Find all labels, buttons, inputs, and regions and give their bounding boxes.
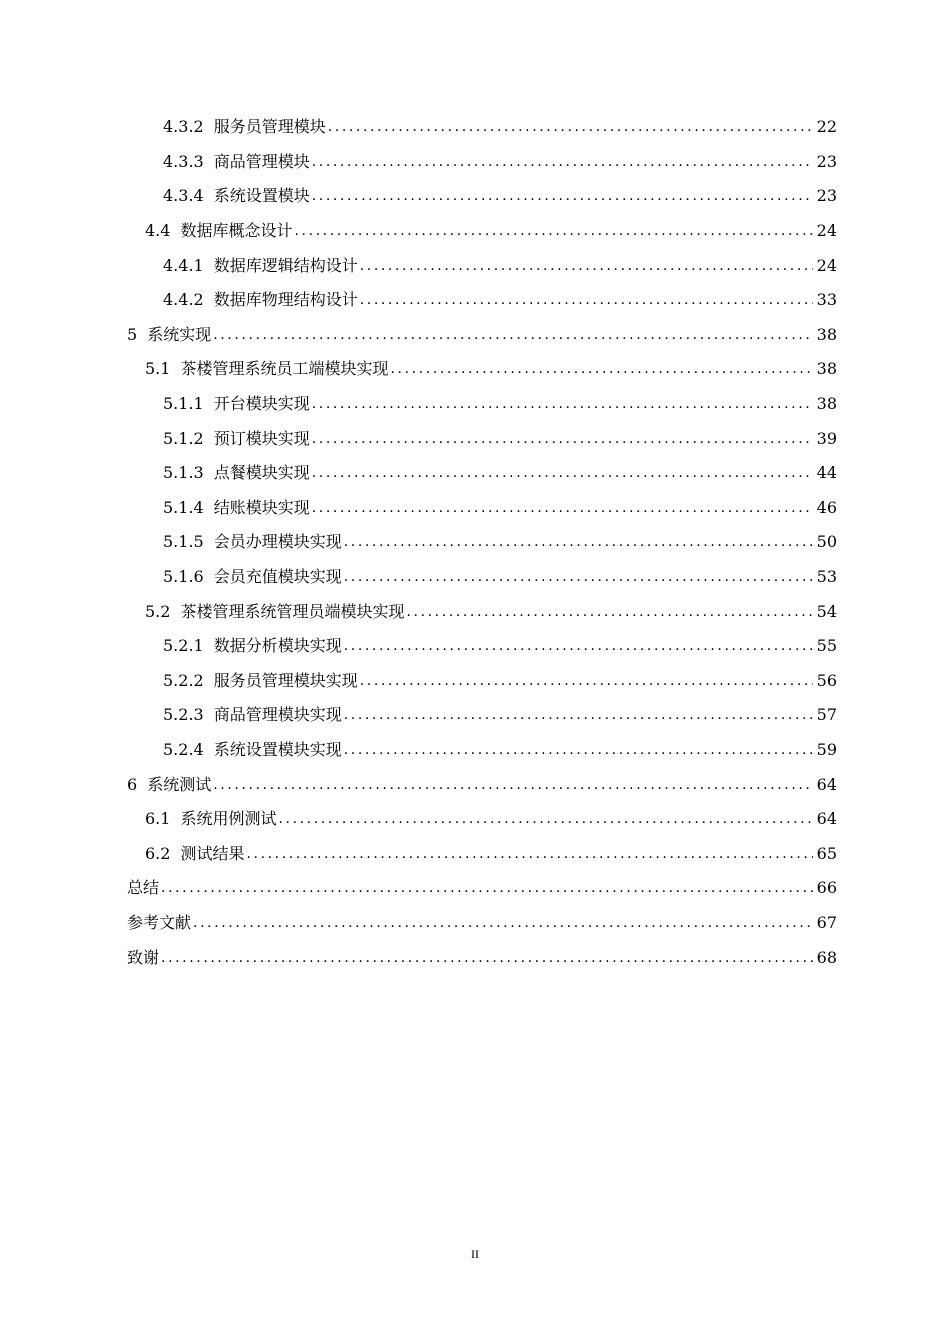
page-number: II bbox=[471, 1247, 479, 1261]
toc-entry-page: 68 bbox=[816, 947, 837, 967]
toc-entry-label: 数据库概念设计 bbox=[180, 221, 293, 241]
toc-leader-dots bbox=[312, 463, 813, 483]
toc-entry-label: 系统设置模块实现 bbox=[213, 739, 342, 759]
toc-entry-page: 55 bbox=[816, 636, 837, 656]
toc-entry-label: 系统用例测试 bbox=[180, 809, 277, 829]
toc-entry-title bbox=[145, 844, 244, 864]
toc-entry-number: 4.4.2 bbox=[163, 290, 204, 310]
toc-entry[interactable] bbox=[0, 767, 950, 802]
toc-entry[interactable] bbox=[0, 214, 950, 249]
toc-entry-title bbox=[163, 567, 342, 587]
toc-entry[interactable] bbox=[0, 318, 950, 353]
toc-entry-label: 茶楼管理系统管理员端模块实现 bbox=[180, 601, 405, 621]
toc-entry[interactable] bbox=[0, 283, 950, 318]
toc-entry-page: 44 bbox=[816, 463, 837, 483]
toc-entry-number: 5.1.4 bbox=[163, 497, 204, 517]
toc-leader-dots bbox=[213, 775, 813, 795]
toc-entry-page: 53 bbox=[816, 567, 837, 587]
toc-entry-label: 致谢 bbox=[127, 947, 160, 967]
toc-entry-title bbox=[163, 186, 310, 206]
toc-entry[interactable] bbox=[0, 421, 950, 456]
toc-entry-number: 5.1.3 bbox=[163, 463, 204, 483]
toc-entry-page: 57 bbox=[816, 705, 837, 725]
toc-entry[interactable] bbox=[0, 179, 950, 214]
toc-entry-number: 5.1.2 bbox=[163, 428, 204, 448]
toc-entry-number: 6 bbox=[127, 774, 138, 794]
toc-entry-title bbox=[163, 705, 342, 725]
toc-entry-title bbox=[163, 532, 342, 552]
toc-entry-number: 6.2 bbox=[145, 843, 171, 863]
toc-entry-page: 64 bbox=[816, 774, 837, 794]
toc-entry-number: 5 bbox=[127, 324, 138, 344]
toc-leader-dots bbox=[312, 429, 813, 449]
toc-entry-label: 数据库逻辑结构设计 bbox=[213, 255, 358, 275]
toc-leader-dots bbox=[161, 948, 813, 968]
toc-leader-dots bbox=[344, 636, 813, 656]
toc-entry[interactable] bbox=[0, 248, 950, 283]
toc-entry-page: 50 bbox=[816, 532, 837, 552]
toc-entry-page: 22 bbox=[816, 117, 837, 137]
toc-entry-page: 24 bbox=[816, 221, 837, 241]
toc-entry-title bbox=[145, 221, 292, 241]
toc-entry-label: 服务员管理模块实现 bbox=[213, 670, 358, 690]
toc-entry[interactable] bbox=[0, 698, 950, 733]
toc-entry-title bbox=[163, 498, 310, 518]
toc-entry[interactable] bbox=[0, 940, 950, 975]
toc-entry-page: 66 bbox=[816, 878, 837, 898]
toc-entry-title bbox=[145, 359, 388, 379]
toc-entry-title bbox=[163, 671, 358, 691]
toc-entry-title bbox=[127, 325, 211, 345]
toc-entry-number: 5.2.3 bbox=[163, 705, 204, 725]
toc-entry-title bbox=[163, 463, 310, 483]
toc-entry-page: 38 bbox=[816, 394, 837, 414]
toc-entry[interactable] bbox=[0, 836, 950, 871]
toc-entry-number: 5.1 bbox=[145, 359, 171, 379]
toc-entry-title bbox=[127, 878, 159, 898]
toc-entry-number: 5.2 bbox=[145, 601, 171, 621]
toc-entry[interactable] bbox=[0, 456, 950, 491]
toc-entry[interactable] bbox=[0, 352, 950, 387]
toc-entry-label: 系统测试 bbox=[147, 774, 212, 794]
toc-entry-number: 4.3.4 bbox=[163, 186, 204, 206]
toc-entry-title bbox=[163, 256, 358, 276]
toc-entry-title bbox=[163, 636, 342, 656]
toc-entry[interactable] bbox=[0, 594, 950, 629]
toc-leader-dots bbox=[344, 532, 813, 552]
toc-entry-label: 系统实现 bbox=[147, 324, 212, 344]
toc-leader-dots bbox=[312, 186, 813, 206]
toc-entry-number: 4.3.2 bbox=[163, 117, 204, 137]
toc-leader-dots bbox=[344, 740, 813, 760]
toc-entry-label: 会员办理模块实现 bbox=[213, 532, 342, 552]
toc-entry[interactable] bbox=[0, 906, 950, 941]
toc-leader-dots bbox=[390, 359, 813, 379]
toc-entry-number: 5.1.1 bbox=[163, 394, 204, 414]
toc-entry-page: 23 bbox=[816, 151, 837, 171]
toc-leader-dots bbox=[278, 809, 813, 829]
toc-leader-dots bbox=[360, 290, 813, 310]
toc-entry-title bbox=[127, 948, 159, 968]
toc-entry-page: 46 bbox=[816, 497, 837, 517]
toc-entry-title bbox=[163, 394, 310, 414]
toc-entry-page: 38 bbox=[816, 324, 837, 344]
toc-entry-page: 65 bbox=[816, 843, 837, 863]
toc-entry-page: 24 bbox=[816, 255, 837, 275]
toc-entry-label: 测试结果 bbox=[180, 843, 245, 863]
toc-leader-dots bbox=[344, 705, 813, 725]
toc-entry[interactable] bbox=[0, 664, 950, 699]
toc-entry-label: 参考文献 bbox=[127, 912, 192, 932]
toc-leader-dots bbox=[312, 152, 813, 172]
toc-entry-label: 结账模块实现 bbox=[213, 497, 310, 517]
toc-entry-label: 数据库物理结构设计 bbox=[213, 290, 358, 310]
toc-leader-dots bbox=[360, 256, 813, 276]
toc-entry[interactable] bbox=[0, 525, 950, 560]
toc-entry[interactable] bbox=[0, 802, 950, 837]
toc-entry[interactable] bbox=[0, 733, 950, 768]
toc-entry-title bbox=[127, 775, 211, 795]
toc-entry-number: 5.2.1 bbox=[163, 636, 204, 656]
toc-entry-label: 商品管理模块实现 bbox=[213, 705, 342, 725]
toc-entry-label: 商品管理模块 bbox=[213, 151, 310, 171]
toc-entry[interactable] bbox=[0, 629, 950, 664]
toc-leader-dots bbox=[161, 878, 813, 898]
toc-leader-dots bbox=[328, 117, 813, 137]
toc-entry[interactable] bbox=[0, 871, 950, 906]
toc-entry-number: 6.1 bbox=[145, 809, 171, 829]
toc-entry[interactable] bbox=[0, 560, 950, 595]
toc-entry-title bbox=[163, 117, 326, 137]
toc-entry-page: 54 bbox=[816, 601, 837, 621]
toc-leader-dots bbox=[360, 671, 813, 691]
toc-entry[interactable] bbox=[0, 110, 950, 145]
toc-entry-label: 点餐模块实现 bbox=[213, 463, 310, 483]
toc-leader-dots bbox=[344, 567, 813, 587]
toc-entry-title bbox=[145, 809, 276, 829]
toc-entry[interactable] bbox=[0, 387, 950, 422]
toc-entry-number: 5.2.2 bbox=[163, 670, 204, 690]
toc-entry-label: 系统设置模块 bbox=[213, 186, 310, 206]
toc-entry[interactable] bbox=[0, 145, 950, 180]
toc-entry-title bbox=[163, 429, 310, 449]
toc-entry-page: 38 bbox=[816, 359, 837, 379]
toc-entry-page: 33 bbox=[816, 290, 837, 310]
toc-entry-number: 5.1.5 bbox=[163, 532, 204, 552]
toc-entry-label: 预订模块实现 bbox=[213, 428, 310, 448]
toc-leader-dots bbox=[294, 221, 813, 241]
toc-leader-dots bbox=[312, 498, 813, 518]
toc-entry-label: 数据分析模块实现 bbox=[213, 636, 342, 656]
toc-entry[interactable] bbox=[0, 491, 950, 526]
toc-entry-number: 5.2.4 bbox=[163, 739, 204, 759]
toc-leader-dots bbox=[246, 844, 813, 864]
toc-entry-label: 开台模块实现 bbox=[213, 394, 310, 414]
toc-entry-label: 茶楼管理系统员工端模块实现 bbox=[180, 359, 389, 379]
toc-leader-dots bbox=[193, 913, 813, 933]
toc-entry-title bbox=[127, 913, 191, 933]
toc-entry-page: 39 bbox=[816, 428, 837, 448]
toc-entry-number: 4.4 bbox=[145, 221, 171, 241]
toc-entry-title bbox=[163, 740, 342, 760]
toc-entry-label: 总结 bbox=[127, 878, 160, 898]
toc-entry-number: 4.4.1 bbox=[163, 255, 204, 275]
toc-leader-dots bbox=[213, 325, 813, 345]
toc-leader-dots bbox=[406, 602, 813, 622]
toc-entry-title bbox=[145, 602, 404, 622]
toc-entry-label: 服务员管理模块 bbox=[213, 117, 326, 137]
toc-entry-page: 64 bbox=[816, 809, 837, 829]
toc-entry-page: 56 bbox=[816, 670, 837, 690]
toc-entry-title bbox=[163, 290, 358, 310]
toc-entry-title bbox=[163, 152, 310, 172]
toc-leader-dots bbox=[312, 394, 813, 414]
toc-entry-label: 会员充值模块实现 bbox=[213, 567, 342, 587]
toc-entry-page: 23 bbox=[816, 186, 837, 206]
toc-entry-number: 5.1.6 bbox=[163, 567, 204, 587]
table-of-contents bbox=[0, 110, 950, 975]
toc-entry-number: 4.3.3 bbox=[163, 151, 204, 171]
toc-entry-page: 59 bbox=[816, 739, 837, 759]
toc-entry-page: 67 bbox=[816, 912, 837, 932]
